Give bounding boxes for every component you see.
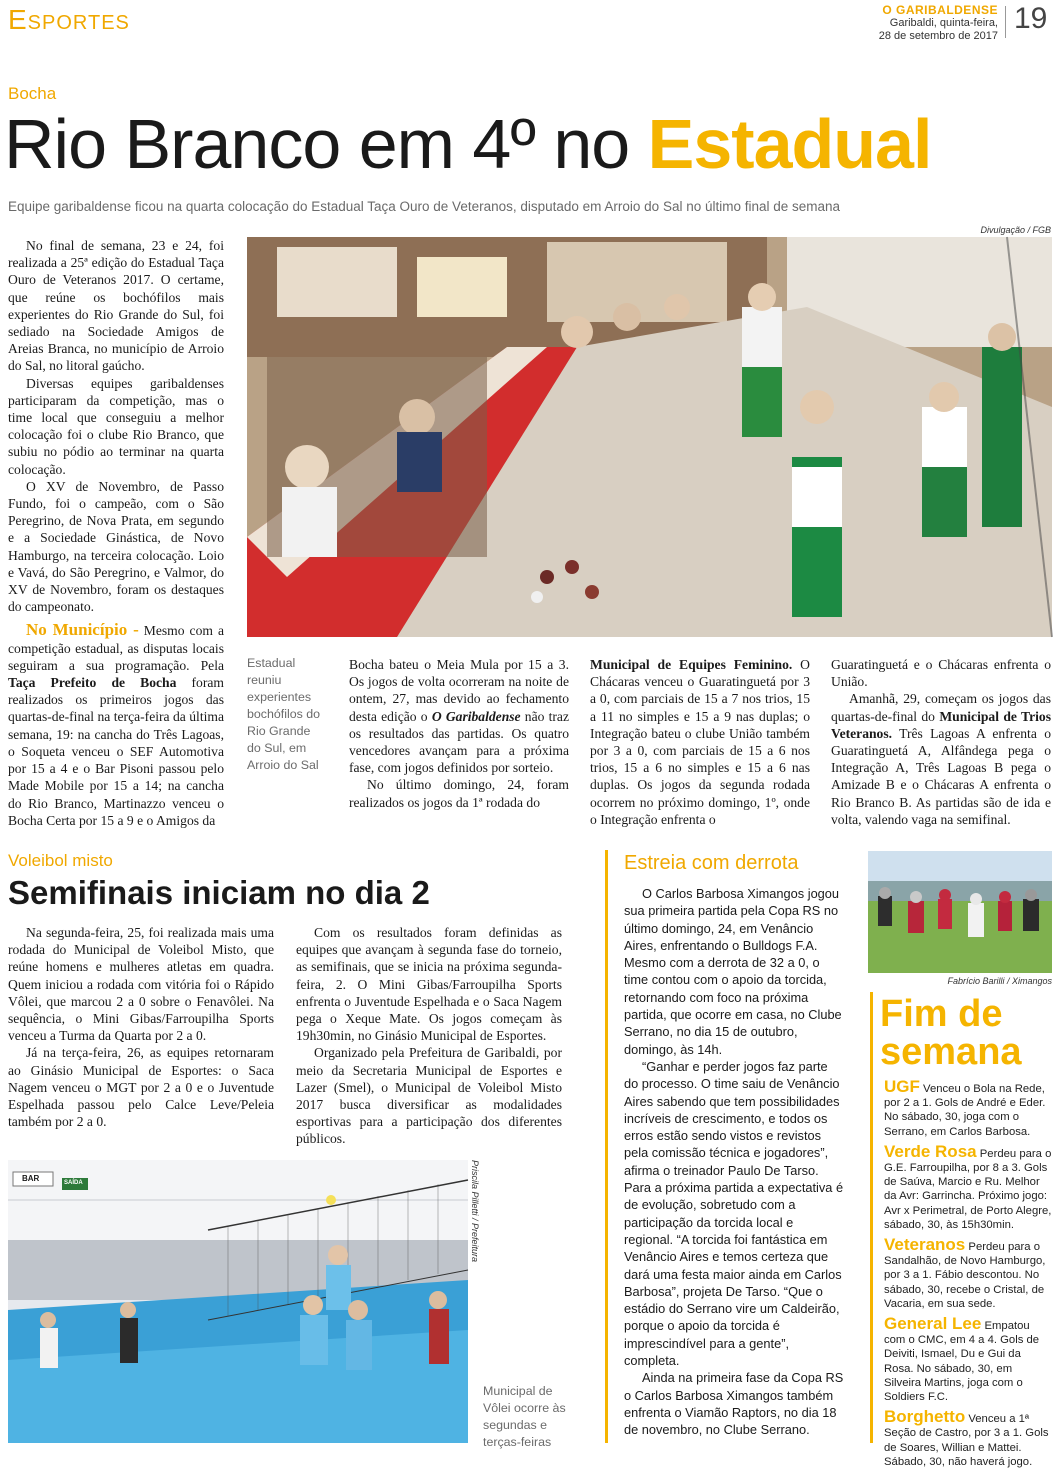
volei-photo-illustration (8, 1160, 468, 1443)
volei-col-1 (8, 924, 274, 1130)
main-col2-p2: No último domingo, 24, foram realizados os jogos da 1ª rodada do (349, 777, 569, 810)
main-col1-p4-a: Mesmo com a competição estadual, as disputas locais seguiram a sua programação. Pela (8, 623, 224, 673)
main-col3-p1-a: O Chácaras venceu o Guaratinguetá por 3 a 0, com parciais de 15 a 7 nos trios, 15 a 11 no simples e 15 a 9 nas duplas; o Integração bateu o clube União também por 3 a 0, com parciais de 15 a 6 nos trios, 15 a 6 no simples e 15 a 6 nas duplas. Os jogos da segunda rodada ocorrem no próximo domingo, 1º, onde o Integração enfrenta o (590, 657, 810, 827)
main-col1-p3: O XV de Novembro, de Passo Fundo, foi o campeão, com o São Peregrino, de Nova Prata, em segundo e a Sociedade Ginástica, de Novo Hamburgo, na terceira colocação. Loio e Vavá, do São Peregrino, e Valmor, do XV de Novembro, foram os destaques do campeonato. (8, 478, 224, 615)
main-headline (4, 104, 931, 184)
fim-item-text: Perdeu para o G.E. Farroupilha, por 8 a 3. Gols de Saúva, Marcio e Ru. Melhor da Avr: Garrincha. Próximo jogo: Avr x Perimetral, de Porto Alegre, sábado, 30, às 15h30min. (884, 1147, 1052, 1231)
fim-item-borghetto (884, 1407, 1052, 1469)
volei-photo-caption: Municipal de Vôlei ocorre às segundas e terças-feiras (483, 1384, 566, 1449)
fim-item-name: Borghetto (884, 1407, 966, 1427)
fim-item-name: Verde Rosa (884, 1141, 977, 1161)
subhead-no-municipio: No Município - (26, 620, 139, 640)
header-divider (1005, 6, 1006, 38)
bocha-photo (247, 237, 1052, 637)
main-col2-p1-b: não traz os resultados das partidas. Os quatro vencedores avançam para a próxima fase, com jogos definidos por sorteio. (349, 708, 569, 776)
paper-name: O GARIBALDENSE (882, 3, 998, 17)
section-header (8, 4, 208, 40)
estreia-p1: O Carlos Barbosa Ximangos jogou sua primeira partida pela Copa RS no último domingo, 24, em Venâncio Aires, enfrentando o Bulldogs F.A. Mesmo com a derrota de 32 a 0, o time contou com o apoio da torcida, retornando com foco na próxima partida, que ocorre em casa, no Clube Serrano, no dia 15 de outubro, domingo, às 14h. (624, 886, 842, 1057)
volei-col2-p2: Organizado pela Prefeitura de Garibaldi, por meio da Secretaria Municipal de Esportes e Lazer (Smel), o Municipal de Voleibol Misto 2017 busca diversificar as modalidades esportivas para a participação dos diferentes públicos. (296, 1045, 562, 1147)
main-col4-p1: Guaratinguetá e o Chácaras enfrenta o União. (831, 657, 1051, 690)
page-number: 19 (1014, 2, 1048, 35)
estreia-p2: “Ganhar e perder jogos faz parte do processo. O time saiu de Venâncio Aires sabendo que tem possibilidades incríveis de crescimento, e todos os erros estão sendo vistos e revistos pela comissão técnica e jogadores”, afirma o treinador Paulo De Tarso. Para a próxima partida a expectativa é de evolução, sobretudo com a participação da torcida local e regional. “A torcida foi fantástica em Venâncio Aires e temos certeza que dará uma festa maior ainda em Carlos Barbosa”, projeta De Tarso. “Que o estádio do Serrano vire um Caldeirão, porque o apoio da torcida é imprescindível para a gente”, completa. (624, 1058, 844, 1369)
volei-headline: Semifinais iniciam no dia 2 (8, 874, 430, 911)
estreia-col (624, 885, 844, 1439)
fim-title-1: Fim de (880, 993, 1003, 1035)
main-col1-p4-bold: Taça Prefeito de Bocha (8, 675, 177, 691)
volei-photo-credit: Priscila Pilletti / Prefeitura (470, 1160, 480, 1263)
volei-kicker: Voleibol misto (8, 851, 113, 870)
main-col1-p4 (8, 621, 224, 828)
main-col2-bold: O Garibaldense (431, 708, 521, 724)
fim-item-text: Venceu o Bola na Rede, por 2 a 1. Gols de André e Eder. No sábado, 30, joga com o Serrano, em Carlos Barbosa. (884, 1083, 1046, 1138)
estreia-divider (605, 850, 608, 1443)
football-photo-illustration (868, 851, 1052, 973)
fim-item-veteranos (884, 1235, 1052, 1311)
main-col1-p1: No final de semana, 23 e 24, foi realizada a 25ª edição do Estadual Taça Ouro de Veteranos 2017. O certame, que reúne os bochófilos mais experientes do Rio Grande do Sul, foi sediado na Sociedade Amigos de Areias Branca, no município de Arroio do Sal, no litoral gaúcho. (8, 238, 224, 374)
paper-masthead (830, 3, 998, 43)
section-title: Esportes (8, 4, 130, 35)
volei-photo (8, 1160, 468, 1443)
volei-col1-p2: Já na terça-feira, 26, as equipes retornaram ao Ginásio Municipal de Esportes: o Saca Nagem venceu o MGT por 2 a 0 e o Juventude Espelhada passou pelo Calce Leve/Peleia também por 2 a 0. (8, 1045, 274, 1130)
football-photo-credit: Fabrício Barilli / Ximangos (947, 976, 1052, 986)
main-kicker: Bocha (8, 84, 57, 103)
bocha-photo-illustration (247, 237, 1052, 637)
sign-bar: BAR (22, 1174, 40, 1183)
fim-item-general-lee (884, 1314, 1052, 1404)
sign-saida: SAÍDA (64, 1180, 83, 1186)
main-col1-p2: Diversas equipes garibaldenses participaram da competição, mas o time local que conseguiu a melhor colocação foi o clube Rio Branco, que subiu no pódio ao terminar na quarta colocação. (8, 375, 224, 477)
main-col4-p2 (831, 690, 1051, 828)
fim-item-name: General Lee (884, 1314, 982, 1334)
main-col4-p2-b: Três Lagoas A enfrenta o Guaratinguetá A, Alfândega pega o Integração A, Três Lagoas B pega o Amizade B e o Chácaras A enfrenta o Rio Branco B. As partidas são de ida e volta, valendo vaga na semifinal. (831, 725, 1051, 827)
main-col4-bold: Municipal de Trios Veteranos. (831, 708, 1051, 741)
fim-title-2: semana (880, 1031, 1022, 1073)
main-col-2 (349, 656, 569, 811)
estreia-kicker: Estreia com derrota (624, 852, 799, 874)
main-col2-p1-a: Bocha bateu o Meia Mula por 15 a 3. Os jogos de volta ocorreram na noite de ontem, 27, mas devido ao fechamento desta edição o (349, 657, 569, 724)
estreia-p3: Ainda na primeira fase da Copa RS o Carlos Barbosa Ximangos também enfrenta o Viamão Raptors, no dia 18 de novembro, no Clube Serrano. (624, 1370, 844, 1438)
main-subhead: Equipe garibaldense ficou na quarta colocação do Estadual Taça Ouro de Veteranos, disputado em Arroio do Sal no último final de semana (8, 199, 841, 214)
volei-col1-p1: Na segunda-feira, 25, foi realizada mais uma rodada do Municipal de Voleibol Misto, que reúne homens e mulheres atletas em quadra. Quem iniciou a rodada com vitória foi o Rápido Vôlei, que marcou 2 a 0 sobre o Fenavôlei. Na sequência, o Mini Gibas/Farroupilha Sports venceu a Turma da Quarta por 2 a 0. (8, 925, 274, 1044)
bocha-photo-credit: Divulgação / FGB (980, 225, 1051, 235)
fim-item-name: UGF (884, 1077, 920, 1096)
volei-col-2 (296, 924, 562, 1148)
fim-item-text: Perdeu para o Sandalhão, de Novo Hamburgo, por 3 a 1. Fábio descontou. No sábado, 30, recebe o Cristal, de Vacaria, em sua sede. (884, 1241, 1046, 1310)
main-col3-bold: Municipal de Equipes Feminino. (590, 657, 793, 672)
fim-item-ugf (884, 1077, 1052, 1139)
main-col-4 (831, 656, 1051, 828)
headline-part2: Estadual (647, 105, 932, 183)
main-col1-p4-b: foram realizados os primeiros jogos das quartas-de-final na terça-feira da última semana, 19: na cancha do Três Lagoas, o Soqueta venceu o SEF Automotiva por 15 a 4 e o Bar Pisoni passou pelo Made Mobile por 15 a 14; na cancha do Rio Branco, Martinazzo venceu o Bocha Certa por 15 a 9 e o Amigos da (8, 675, 224, 828)
main-col-3 (590, 656, 810, 828)
bocha-photo-caption: Estadual reuniu experientes bochófilos do Rio Grande do Sul, em Arroio do Sal (247, 656, 321, 772)
date-line-1: Garibaldi, quinta-feira, (889, 17, 998, 29)
football-photo (868, 851, 1052, 973)
fim-divider (870, 992, 873, 1443)
fim-list (884, 1077, 1052, 1469)
fim-title (880, 995, 1022, 1071)
date-line-2: 28 de setembro de 2017 (878, 30, 998, 42)
fim-item-text: Venceu a 1ª Seção de Castro, por 3 a 1. Gols de Soares, Willian e Mattei. Sábado, 30, não haverá jogo. (884, 1413, 1049, 1468)
main-col4-p2-a: Amanhã, 29, começam os jogos das quartas-de-final do (831, 691, 1051, 724)
fim-item-name: Veteranos (884, 1235, 966, 1255)
main-col3-p1 (590, 656, 810, 828)
fim-item-verde-rosa (884, 1141, 1052, 1232)
volei-col2-p1: Com os resultados foram definidas as equipes que avançam à segunda fase do torneio, as semifinais, que se inicia na próxima segunda-feira, 2. O Mini Gibas/Farroupilha Sports enfrenta o Juventude Espelhada e o Saca Nagem pega o Xeque Mate. Os jogos começam às 19h30min, no Ginásio Municipal de Esportes. (296, 925, 562, 1044)
fim-item-text: Empatou com o CMC, em 4 a 4. Gols de Deiviti, Ismael, Du e Gui da Rosa. No sábado, 30, em Silveira Martins, joga com o Soldiers F.C. (884, 1320, 1040, 1404)
main-col-1 (8, 237, 224, 829)
main-col2-p1 (349, 656, 569, 776)
headline-part1: Rio Branco em 4º no (4, 105, 630, 183)
